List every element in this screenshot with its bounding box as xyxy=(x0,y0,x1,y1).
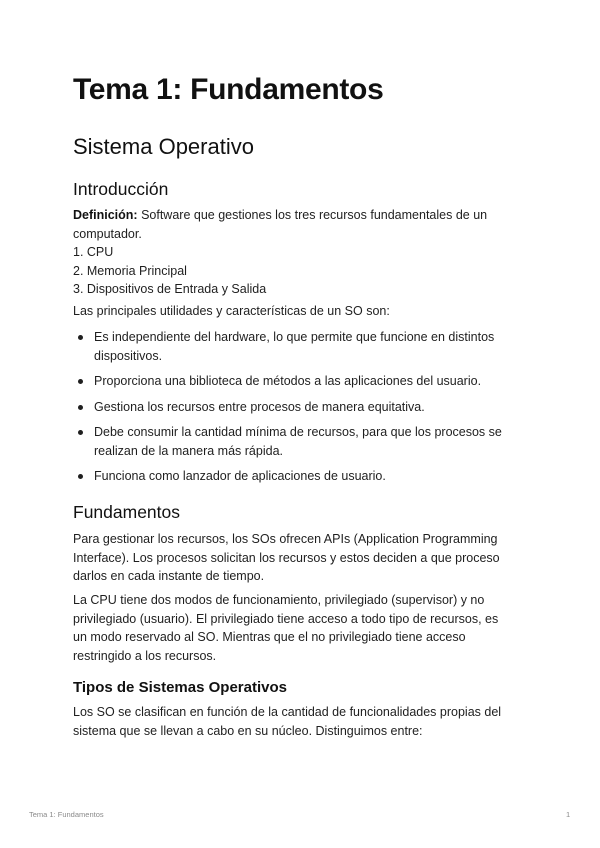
definition-label: Definición: xyxy=(73,208,138,222)
fundamentos-heading: Fundamentos xyxy=(73,502,181,522)
bullet-icon xyxy=(78,405,83,410)
definition-line-1 xyxy=(73,206,523,225)
paragraph-line: un modo reservado al SO. Mientras que el no privilegiado tiene acceso xyxy=(73,630,466,644)
definition-paragraph xyxy=(73,206,523,299)
intro-heading: Introducción xyxy=(73,179,169,199)
list-lead-paragraph: Las principales utilidades y características de un SO son: xyxy=(73,304,390,318)
fundamentos-paragraph-1 xyxy=(73,530,523,586)
list-item-text: dispositivos. xyxy=(94,348,163,363)
list-item-text: Funciona como lanzador de aplicaciones de usuario. xyxy=(94,469,386,483)
list-item-text: realizan de la manera más rápida. xyxy=(94,443,283,458)
definition-line-2: computador. xyxy=(73,226,142,241)
list-item xyxy=(73,423,523,460)
resource-item: 2. Memoria Principal xyxy=(73,263,187,278)
tipos-paragraph xyxy=(73,703,523,740)
document-title: Tema 1: Fundamentos xyxy=(73,73,384,106)
paragraph-line: La CPU tiene dos modos de funcionamiento, privilegiado (supervisor) y no xyxy=(73,593,485,607)
footer-title: Tema 1: Fundamentos xyxy=(29,810,104,819)
list-item xyxy=(73,467,523,486)
resource-item: 3. Dispositivos de Entrada y Salida xyxy=(73,282,267,296)
paragraph-line: sistema que se llevan a cabo en su núcleo. Distinguimos entre: xyxy=(73,723,423,738)
paragraph-line: privilegiado (usuario). El privilegiado tiene acceso a todo tipo de recursos, es xyxy=(73,611,499,626)
fundamentos-paragraph-2 xyxy=(73,591,523,665)
list-item-text: Debe consumir la cantidad mínima de recursos, para que los procesos se xyxy=(94,425,502,439)
bullet-icon xyxy=(78,335,83,340)
paragraph-line: Interface). Los procesos solicitan los recursos y estos deciden a que proceso xyxy=(73,550,500,565)
list-item xyxy=(73,372,523,391)
page-number: 1 xyxy=(566,810,571,819)
paragraph-line: restringido a los recursos. xyxy=(73,648,217,663)
bullet-icon xyxy=(78,474,83,479)
features-list xyxy=(73,328,523,486)
list-item-text: Gestiona los recursos entre procesos de manera equitativa. xyxy=(94,399,425,414)
paragraph-line: Los SO se clasifican en función de la cantidad de funcionalidades propias del xyxy=(73,705,502,719)
paragraph-line: Para gestionar los recursos, los SOs ofrecen APIs (Application Programming xyxy=(73,532,498,546)
tipos-heading: Tipos de Sistemas Operativos xyxy=(73,679,287,696)
list-item xyxy=(73,398,523,417)
list-item-text: Proporciona una biblioteca de métodos a las aplicaciones del usuario. xyxy=(94,374,482,388)
bullet-icon xyxy=(78,430,83,435)
section-heading: Sistema Operativo xyxy=(73,134,254,159)
list-item-text: Es independiente del hardware, lo que permite que funcione en distintos xyxy=(94,330,495,344)
bullet-icon xyxy=(78,379,83,384)
definition-text: Software que gestiones los tres recursos fundamentales de un xyxy=(137,208,488,222)
paragraph-line: darlos en cada instante de tiempo. xyxy=(73,569,265,583)
list-item xyxy=(73,328,523,365)
resource-item: 1. CPU xyxy=(73,245,114,259)
